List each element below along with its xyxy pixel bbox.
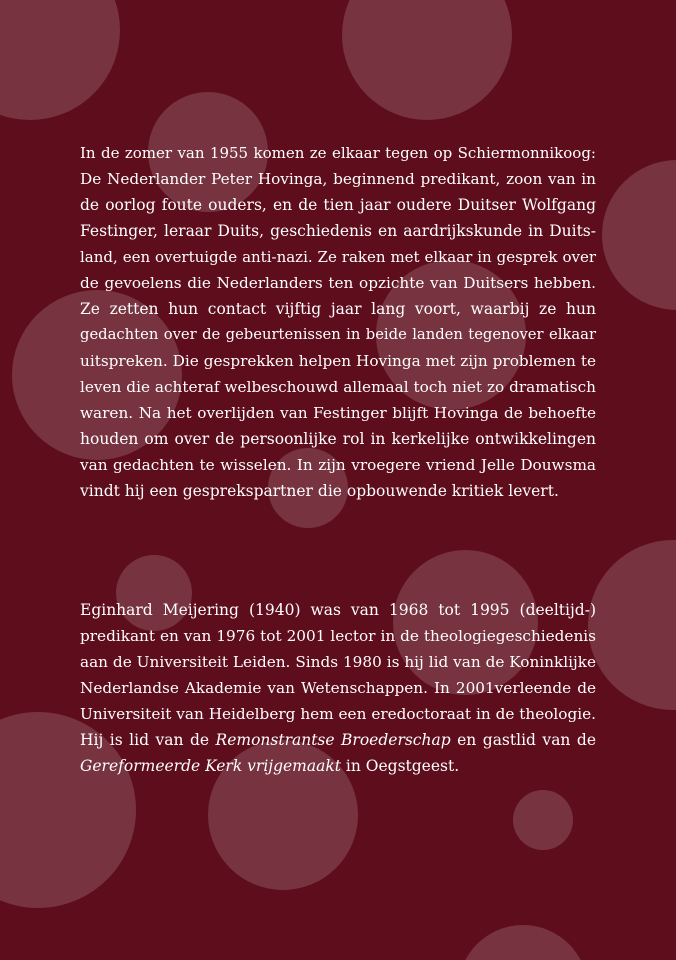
decor-circle	[342, 0, 512, 120]
gereformeerde-kerk-vrijgemaakt: Gereformeerde Kerk vrijgemaakt	[80, 757, 341, 775]
decor-circle	[588, 540, 676, 710]
summary-line: de oorlog foute ouders, en de tien jaar oudere Duitser Wolfgang	[80, 196, 596, 214]
summary-line: vindt hij een gesprekspartner die opbouwende kritiek levert.	[80, 482, 559, 500]
decor-circle	[0, 0, 120, 120]
summary-line: land, een overtuigde anti-nazi. Ze raken met elkaar in gesprek over	[80, 248, 596, 266]
summary-line: De Nederlander Peter Hovinga, beginnend predikant, zoon van in	[80, 170, 596, 188]
decor-circle	[458, 925, 588, 960]
decor-circle	[602, 160, 676, 310]
bio-line: predikant en van 1976 tot 2001 lector in de theologiegeschiedenis	[80, 627, 596, 645]
summary-line: de gevoelens die Nederlanders ten opzichte van Duitsers hebben.	[80, 274, 596, 292]
summary-line: In de zomer van 1955 komen ze elkaar tegen op Schiermonnikoog:	[80, 144, 596, 162]
bio-text: Hij is lid van de	[80, 731, 216, 749]
summary-line: van gedachten te wisselen. In zijn vroegere vriend Jelle Douwsma	[80, 456, 596, 474]
book-summary	[80, 140, 596, 504]
bio-line	[80, 727, 596, 753]
summary-line: gedachten over de gebeurtenissen in beide landen tegenover elkaar	[80, 326, 596, 343]
summary-line: leven die achteraf welbeschouwd allemaal toch niet zo dramatisch	[80, 378, 596, 396]
author-bio	[80, 597, 596, 779]
bio-line: Nederlandse Akademie van Wetenschappen. In 2001verleende de	[80, 679, 596, 697]
bio-line: Eginhard Meijering (1940) was van 1968 tot 1995 (deeltijd-)	[80, 601, 596, 619]
summary-line: houden om over de persoonlijke rol in kerkelijke ontwikkelingen	[80, 430, 596, 448]
bio-text: en gastlid van de	[450, 731, 596, 749]
decor-circle	[513, 790, 573, 850]
summary-line: uitspreken. Die gesprekken helpen Hovinga met zijn problemen te	[80, 352, 596, 370]
summary-line: Festinger, leraar Duits, geschiedenis en aardrijkskunde in Duits-	[80, 222, 596, 240]
bio-line	[80, 753, 596, 779]
summary-line: waren. Na het overlijden van Festinger blijft Hovinga de behoefte	[80, 404, 596, 422]
bio-text: in Oegstgeest.	[340, 757, 460, 775]
bio-line: aan de Universiteit Leiden. Sinds 1980 is hij lid van de Koninklijke	[80, 653, 596, 671]
remonstrantse-broederschap: Remonstrantse Broederschap	[215, 731, 451, 749]
summary-line: Ze zetten hun contact vijftig jaar lang voort, waarbij ze hun	[80, 300, 596, 318]
bio-line: Universiteit van Heidelberg hem een eredoctoraat in de theologie.	[80, 705, 596, 723]
